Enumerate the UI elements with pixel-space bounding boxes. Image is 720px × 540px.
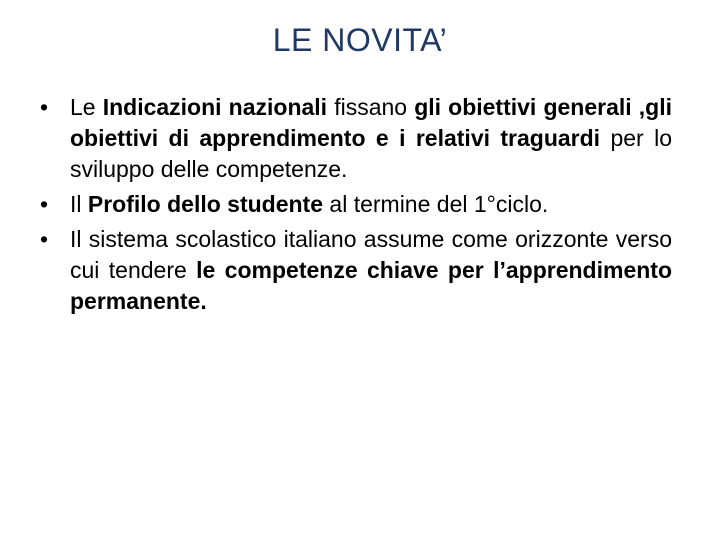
bullet-text: fissano — [327, 94, 415, 120]
bullet-text-bold: gli obiettivi generali ,gli obiettivi di apprendimento e i relativi traguardi — [70, 94, 672, 151]
bullet-list — [36, 92, 672, 321]
bullet-text: Il — [70, 191, 88, 217]
bullet-text: al termine del 1°ciclo. — [323, 191, 549, 217]
bullet-item — [36, 224, 672, 317]
bullet-text-bold: le competenze chiave per l’apprendimento permanente. — [70, 257, 672, 314]
slide-title: LE NOVITA’ — [272, 22, 448, 58]
bullet-item — [36, 92, 672, 185]
bullet-text: Il sistema scolastico italiano assume come orizzonte verso cui tendere — [70, 226, 672, 283]
bullet-text-bold: Indicazioni nazionali — [102, 94, 328, 120]
bullet-text: per lo sviluppo delle competenze. — [70, 125, 672, 182]
bullet-text-bold: Profilo dello studente — [87, 191, 324, 217]
bullet-text: Le — [70, 94, 103, 120]
bullet-item — [36, 189, 672, 220]
